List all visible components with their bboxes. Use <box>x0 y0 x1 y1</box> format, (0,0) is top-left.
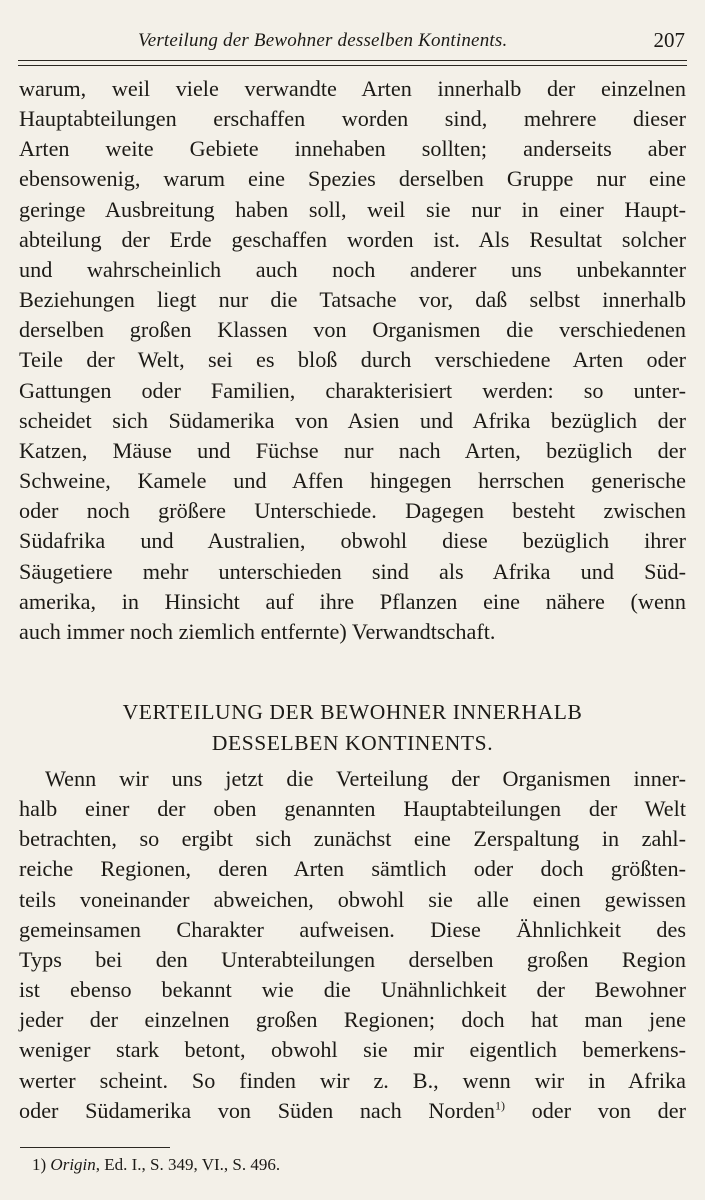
text-line: teils voneinander abweichen, obwohl sie alle einen gewissen <box>19 886 686 912</box>
section-heading <box>19 697 686 759</box>
section-heading-line: VERTEILUNG DER BEWOHNER INNERHALB <box>122 700 583 724</box>
text-line: warum, weil viele verwandte Arten innerhalb der einzelnen <box>19 76 686 101</box>
text-line: Typs bei den Unterabteilungen derselben großen Region <box>19 946 686 972</box>
footnote-source-title: Origin <box>50 1155 96 1174</box>
page-number: 207 <box>653 28 685 52</box>
text-line: scheidet sich Südamerika von Asien und Afrika bezüglich der <box>19 407 686 433</box>
footnote-rule <box>20 1147 170 1148</box>
text-line: Arten weite Gebiete innehaben sollten; anderseits aber <box>19 136 686 162</box>
text-line-with-footnote <box>19 1096 686 1126</box>
text-line: geringe Ausbreitung haben soll, weil sie nur in einer Haupt- <box>19 196 686 222</box>
text-line: Wenn wir uns jetzt die Verteilung der Organismen inner- <box>45 766 686 791</box>
text-line-segment: oder von der <box>504 1097 686 1123</box>
text-line: ist ebenso bekannt wie die Unähnlichkeit der Bewohner <box>19 977 686 1003</box>
text-line: und wahrscheinlich auch noch anderer uns unbekannter <box>19 256 686 282</box>
text-line: amerika, in Hinsicht auf ihre Pflanzen eine nähere (wenn <box>19 588 686 614</box>
text-line: betrachten, so ergibt sich zunächst eine Zerspaltung in zahl- <box>19 826 686 852</box>
text-line: abteilung der Erde geschaffen worden ist. Als Resultat solcher <box>19 226 686 252</box>
text-line: jeder der einzelnen großen Regionen; doch hat man jene <box>19 1007 686 1033</box>
text-line-segment: oder Südamerika von Süden nach Norden <box>19 1097 495 1123</box>
text-line: Teile der Welt, sei es bloß durch verschiedene Arten oder <box>19 347 686 373</box>
text-line: reiche Regionen, deren Arten sämtlich oder doch größten- <box>19 856 686 882</box>
text-line: Hauptabteilungen erschaffen worden sind, mehrere dieser <box>19 106 686 132</box>
text-line: gemeinsamen Charakter aufweisen. Diese Ähnlichkeit des <box>19 916 686 942</box>
footnote-citation: , Ed. I., S. 349, VI., S. 496. <box>95 1155 281 1174</box>
text-line: Schweine, Kamele und Affen hingegen herrschen generische <box>19 468 686 494</box>
text-line: derselben großen Klassen von Organismen die verschiedenen <box>19 317 686 343</box>
page-header <box>18 28 687 58</box>
text-line: Beziehungen liegt nur die Tatsache vor, daß selbst innerhalb <box>19 287 686 313</box>
text-line: ebensowenig, warum eine Spezies derselben Gruppe nur eine <box>19 166 686 192</box>
text-line: Südafrika und Australien, obwohl diese bezüglich ihrer <box>19 528 686 554</box>
header-double-rule <box>18 60 687 66</box>
text-line: oder noch größere Unterschiede. Dagegen besteht zwischen <box>19 498 686 524</box>
running-head: Verteilung der Bewohner desselben Kontinents. <box>138 30 508 51</box>
text-line: weniger stark betont, obwohl sie mir eigentlich bemerkens- <box>19 1037 686 1063</box>
text-line: Säugetiere mehr unterschieden sind als Afrika und Süd- <box>19 558 686 584</box>
text-line: Gattungen oder Familien, charakterisiert werden: so unter- <box>19 377 686 403</box>
paragraph-section <box>19 764 686 1126</box>
text-line: werter scheint. So finden wir z. B., wenn wir in Afrika <box>19 1067 686 1093</box>
section-heading-line: DESSELBEN KONTINENTS. <box>211 731 494 755</box>
footnote-marker: 1) <box>32 1155 47 1174</box>
text-line: halb einer der oben genannten Hauptabteilungen der Welt <box>19 796 686 822</box>
text-line: auch immer noch ziemlich entfernte) Verwandtschaft. <box>19 618 496 644</box>
footnote-reference[interactable]: 1) <box>494 1098 505 1113</box>
paragraph-continued <box>19 74 686 647</box>
footnote <box>32 1155 280 1175</box>
text-line: Katzen, Mäuse und Füchse nur nach Arten, bezüglich der <box>19 437 686 463</box>
